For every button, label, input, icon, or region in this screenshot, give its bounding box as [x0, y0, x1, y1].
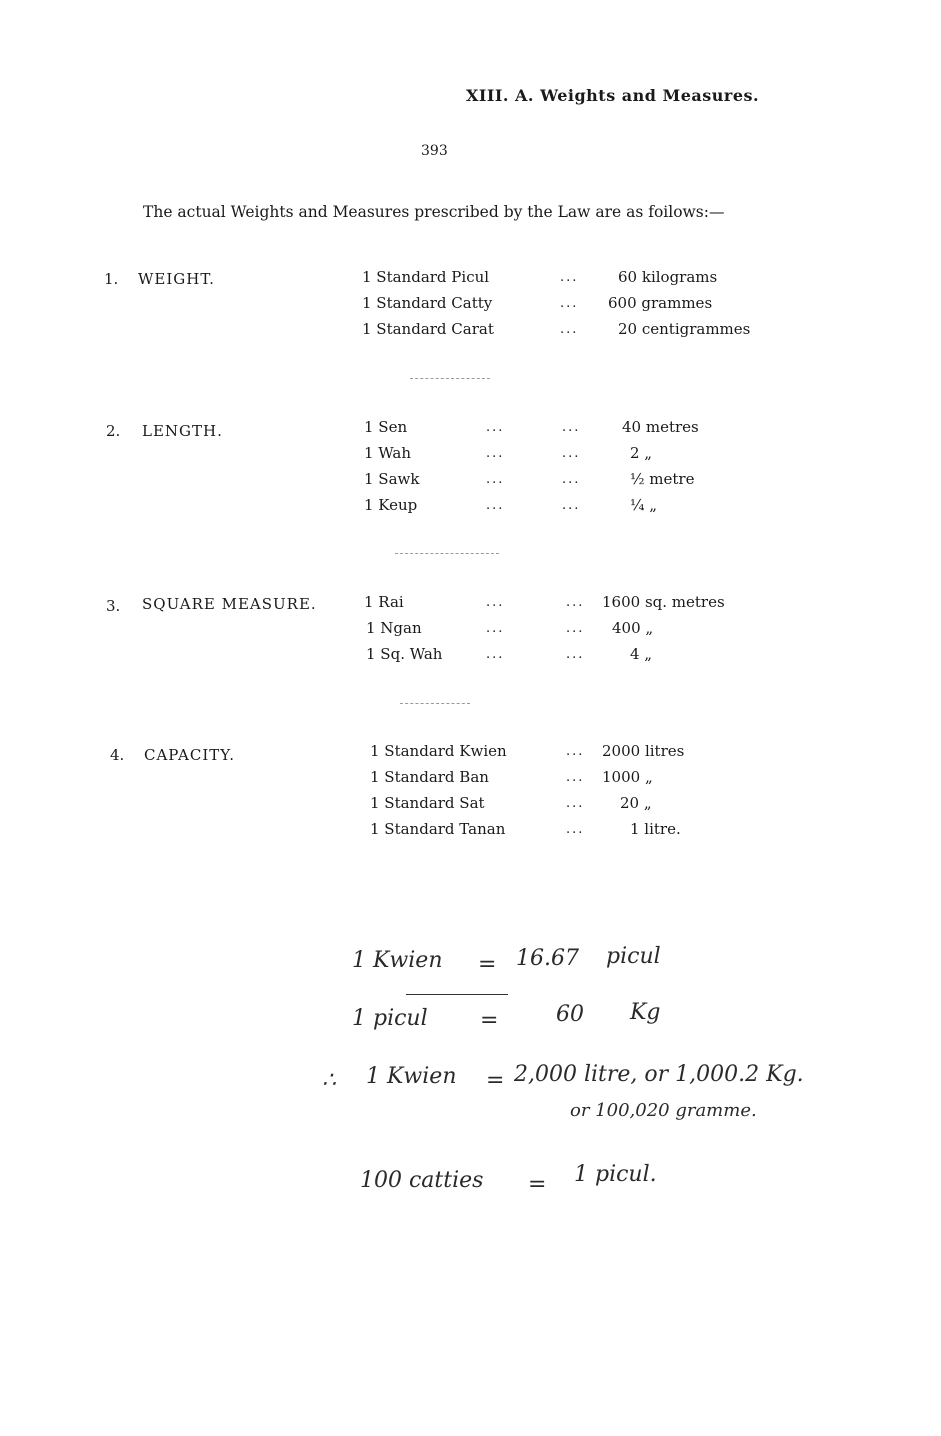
- leader-dots: ...: [486, 446, 505, 461]
- leader-dots: ...: [562, 420, 581, 435]
- hand-line1-unit: picul: [606, 944, 661, 969]
- table-row-value: 1000 „: [602, 768, 653, 786]
- table-row-value: 40 metres: [622, 418, 699, 436]
- leader-dots: ...: [560, 270, 579, 285]
- table-row-value: 2 „: [630, 444, 653, 462]
- table-row-item: 1 Ngan: [366, 619, 422, 637]
- leader-dots: ...: [560, 296, 579, 311]
- table-row-item: 1 Standard Catty: [362, 294, 493, 312]
- leader-dots: ...: [566, 744, 585, 759]
- table-row-item: 1 Standard Kwien: [370, 742, 507, 760]
- hand-line4: or 100,020 gramme.: [570, 1100, 757, 1121]
- table-row-item: 1 Standard Ban: [370, 768, 489, 786]
- intro-text: The actual Weights and Measures prescribed by the Law are as foilows:—: [143, 203, 725, 221]
- section-header: XIII. A. Weights and Measures.: [466, 86, 760, 105]
- table-row-value: 1600 sq. metres: [602, 593, 725, 611]
- table-row-item: 1 Rai: [364, 593, 404, 611]
- table-row-item: 1 Keup: [364, 496, 418, 514]
- leader-dots: ...: [560, 322, 579, 337]
- table-row-value: ¼ „: [630, 496, 658, 514]
- section-number: 3.: [106, 597, 121, 615]
- leader-dots: ...: [566, 796, 585, 811]
- table-row-item: 1 Sq. Wah: [366, 645, 443, 663]
- table-row-item: 1 Wah: [364, 444, 412, 462]
- table-row-value: 4 „: [630, 645, 653, 663]
- hand-line1-eq: =: [478, 952, 497, 977]
- hand-line3-value: 2,000 litre, or 1,000.2 Kg.: [514, 1062, 804, 1087]
- hand-underline: [406, 994, 508, 995]
- table-row-value: 600 grammes: [608, 294, 713, 312]
- leader-dots: ...: [486, 595, 505, 610]
- page-number: 393: [421, 143, 448, 159]
- hand-line2-eq: =: [480, 1008, 499, 1033]
- leader-dots: ...: [566, 595, 585, 610]
- table-row-value: 1 litre.: [630, 820, 681, 838]
- section-number: 2.: [106, 422, 121, 440]
- table-row-value: 2000 litres: [602, 742, 685, 760]
- section-number: 4.: [110, 746, 125, 764]
- section-title: SQUARE MEASURE.: [142, 595, 317, 613]
- leader-dots: ...: [486, 621, 505, 636]
- leader-dots: ...: [566, 647, 585, 662]
- hand-line5-value: 1 picul.: [574, 1162, 657, 1187]
- hand-line2-unit: Kg: [630, 1000, 661, 1025]
- leader-dots: ...: [566, 621, 585, 636]
- hand-line5-eq: =: [528, 1172, 547, 1197]
- section-divider: [395, 553, 499, 554]
- leader-dots: ...: [486, 472, 505, 487]
- table-row-value: 60 kilograms: [618, 268, 718, 286]
- hand-line3-left: 1 Kwien: [366, 1064, 457, 1089]
- section-number: 1.: [104, 270, 119, 288]
- section-divider: [410, 378, 490, 379]
- leader-dots: ...: [562, 472, 581, 487]
- section-title: WEIGHT.: [138, 270, 215, 288]
- table-row-value: ½ metre: [630, 470, 695, 488]
- leader-dots: ...: [486, 420, 505, 435]
- section-divider: [400, 703, 470, 704]
- table-row-item: 1 Sen: [364, 418, 408, 436]
- leader-dots: ...: [562, 498, 581, 513]
- table-row-item: 1 Standard Carat: [362, 320, 494, 338]
- table-row-item: 1 Sawk: [364, 470, 420, 488]
- leader-dots: ...: [486, 647, 505, 662]
- leader-dots: ...: [562, 446, 581, 461]
- hand-line1-left: 1 Kwien: [352, 948, 443, 973]
- hand-line5-left: 100 catties: [360, 1168, 484, 1193]
- hand-line2-value: 60: [556, 1002, 584, 1027]
- table-row-value: 400 „: [612, 619, 654, 637]
- table-row-item: 1 Standard Tanan: [370, 820, 506, 838]
- table-row-value: 20 „: [620, 794, 652, 812]
- table-row-item: 1 Standard Picul: [362, 268, 490, 286]
- leader-dots: ...: [566, 822, 585, 837]
- hand-line1-value: 16.67: [516, 946, 579, 971]
- hand-line2-left: 1 picul: [352, 1006, 428, 1031]
- table-row-value: 20 centigrammes: [618, 320, 751, 338]
- section-title: CAPACITY.: [144, 746, 236, 764]
- hand-therefore: ∴: [322, 1068, 336, 1093]
- leader-dots: ...: [566, 770, 585, 785]
- leader-dots: ...: [486, 498, 505, 513]
- hand-line3-eq: =: [486, 1068, 505, 1093]
- section-title: LENGTH.: [142, 422, 223, 440]
- table-row-item: 1 Standard Sat: [370, 794, 485, 812]
